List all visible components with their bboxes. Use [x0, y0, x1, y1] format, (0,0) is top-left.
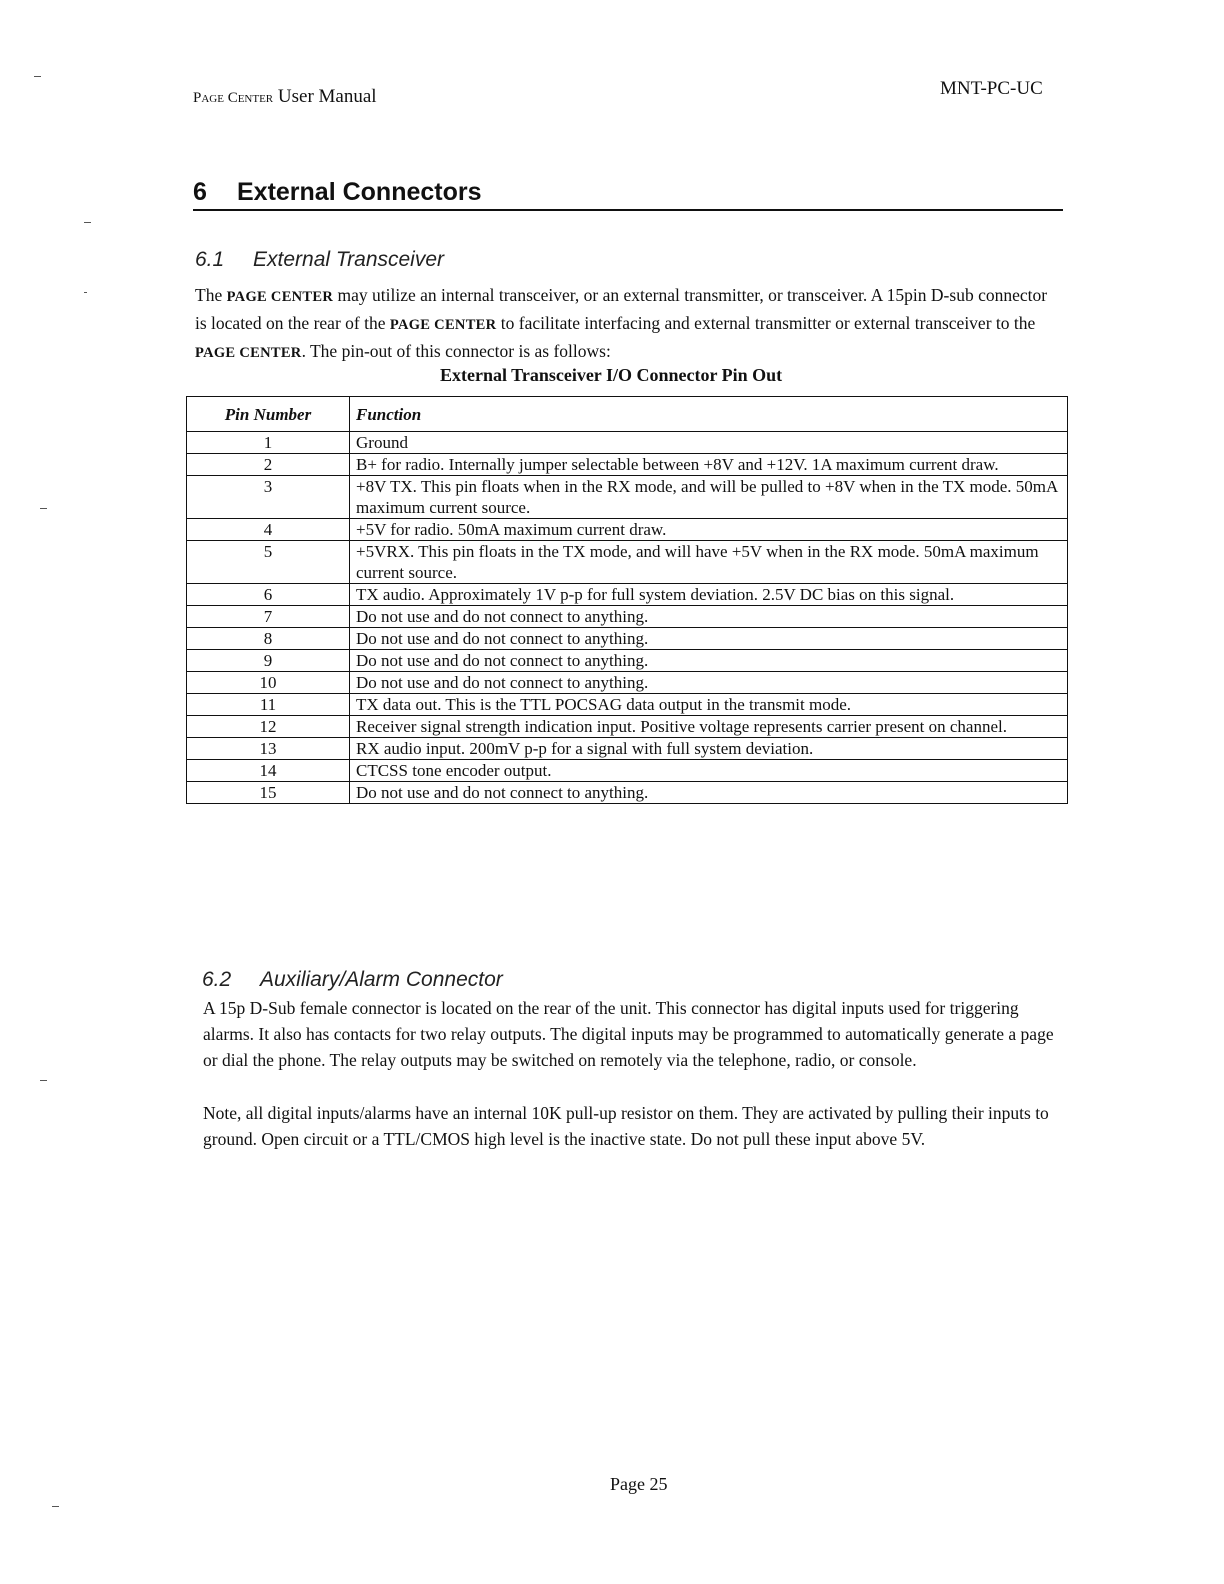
scan-margin-mark — [34, 76, 41, 77]
table-row — [187, 432, 1068, 454]
pin-function-cell: Do not use and do not connect to anything. — [350, 606, 1068, 628]
pin-function-cell: +5VRX. This pin floats in the TX mode, and will have +5V when in the RX mode. 50mA maximum current source. — [350, 541, 1068, 584]
pin-number-cell: 3 — [187, 476, 350, 519]
subsection-title: Auxiliary/Alarm Connector — [260, 968, 503, 991]
subsection-heading-auxiliary-alarm — [202, 968, 503, 992]
table-row — [187, 672, 1068, 694]
scan-margin-mark — [40, 1080, 47, 1081]
pin-function-cell: Ground — [350, 432, 1068, 454]
table-header-row — [187, 397, 1068, 432]
scan-margin-mark — [84, 222, 91, 223]
pin-function-cell: B+ for radio. Internally jumper selectable between +8V and +12V. 1A maximum current draw. — [350, 454, 1068, 476]
table-row — [187, 519, 1068, 541]
pin-number-cell: 2 — [187, 454, 350, 476]
pin-function-cell: Do not use and do not connect to anything. — [350, 650, 1068, 672]
subsection-heading-external-transceiver — [195, 248, 444, 272]
table-caption: External Transceiver I/O Connector Pin Out — [440, 365, 783, 385]
pin-number-cell: 11 — [187, 694, 350, 716]
table-row — [187, 738, 1068, 760]
column-header-pin-number: Pin Number — [187, 397, 350, 432]
intro-text-2: may utilize an internal transceiver, or an external transmitter, or transceiver. A 15pin D-sub connector is located on the rear of the — [195, 285, 1048, 333]
table-row — [187, 476, 1068, 519]
intro-text-4: . The pin-out of this connector is as follows: — [301, 341, 611, 361]
table-row — [187, 454, 1068, 476]
pin-number-cell: 9 — [187, 650, 350, 672]
pin-number-cell: 15 — [187, 782, 350, 804]
subsection-title: External Transceiver — [253, 248, 445, 271]
pinout-table — [186, 396, 1068, 804]
table-row — [187, 760, 1068, 782]
pin-number-cell: 4 — [187, 519, 350, 541]
pin-number-cell: 12 — [187, 716, 350, 738]
pin-number-cell: 1 — [187, 432, 350, 454]
column-header-function: Function — [350, 397, 1068, 432]
pin-number-cell: 8 — [187, 628, 350, 650]
table-row — [187, 606, 1068, 628]
product-name-smallcaps: PAGE CENTER — [226, 289, 334, 305]
header-product-name: Page Center — [193, 90, 274, 106]
pin-function-cell: Do not use and do not connect to anything. — [350, 672, 1068, 694]
scan-margin-mark — [40, 508, 47, 509]
section-title: External Connectors — [237, 178, 482, 206]
pin-function-cell: TX data out. This is the TTL POCSAG data output in the transmit mode. — [350, 694, 1068, 716]
product-name-smallcaps: PAGE CENTER — [195, 345, 302, 361]
pin-function-cell: +8V TX. This pin floats when in the RX mode, and will be pulled to +8V when in the TX mode. 50mA maximum current source. — [350, 476, 1068, 519]
scan-margin-mark — [84, 292, 87, 293]
pin-function-cell: Do not use and do not connect to anything. — [350, 782, 1068, 804]
pinout-table-body — [187, 432, 1068, 804]
pin-number-cell: 13 — [187, 738, 350, 760]
scan-margin-mark — [52, 1506, 59, 1507]
intro-text-1: The — [195, 285, 227, 305]
table-row — [187, 782, 1068, 804]
pin-function-cell: Do not use and do not connect to anything. — [350, 628, 1068, 650]
running-header-doc-id: MNT-PC-UC — [940, 78, 1043, 99]
intro-text-3: to facilitate interfacing and external transmitter or external transceiver to the — [496, 313, 1036, 333]
aux-paragraph-1: A 15p D-Sub female connector is located on the rear of the unit. This connector has digital inputs used for triggering alarms. It also has contacts for two relay outputs. The digital inputs may be programmed to automatically generate a page or dial the phone. The relay outputs may be switched on remotely via the telephone, radio, or console. — [203, 998, 1054, 1070]
table-row — [187, 650, 1068, 672]
header-doc-type: User Manual — [273, 86, 377, 107]
pin-number-cell: 5 — [187, 541, 350, 584]
intro-paragraph — [195, 282, 1063, 366]
pin-number-cell: 6 — [187, 584, 350, 606]
table-row — [187, 628, 1068, 650]
pin-function-cell: RX audio input. 200mV p-p for a signal with full system deviation. — [350, 738, 1068, 760]
subsection-number: 6.1 — [195, 248, 225, 271]
section-heading — [193, 178, 1063, 211]
page-number: Page 25 — [610, 1474, 668, 1494]
table-row — [187, 584, 1068, 606]
product-name-smallcaps: PAGE CENTER — [389, 317, 497, 333]
aux-paragraph-2: Note, all digital inputs/alarms have an internal 10K pull-up resistor on them. They are activated by pulling their inputs to ground. Open circuit or a TTL/CMOS high level is the inactive state. Do not pull these input above 5V. — [203, 1103, 1049, 1149]
pin-function-cell: Receiver signal strength indication input. Positive voltage represents carrier present on channel. — [350, 716, 1068, 738]
section-number: 6 — [193, 178, 207, 206]
subsection-number: 6.2 — [202, 968, 232, 991]
pin-number-cell: 7 — [187, 606, 350, 628]
table-row — [187, 541, 1068, 584]
table-row — [187, 716, 1068, 738]
pin-function-cell: CTCSS tone encoder output. — [350, 760, 1068, 782]
pin-function-cell: +5V for radio. 50mA maximum current draw. — [350, 519, 1068, 541]
table-row — [187, 694, 1068, 716]
pin-number-cell: 10 — [187, 672, 350, 694]
pin-number-cell: 14 — [187, 760, 350, 782]
running-header-title — [193, 86, 377, 108]
pin-function-cell: TX audio. Approximately 1V p-p for full system deviation. 2.5V DC bias on this signal. — [350, 584, 1068, 606]
